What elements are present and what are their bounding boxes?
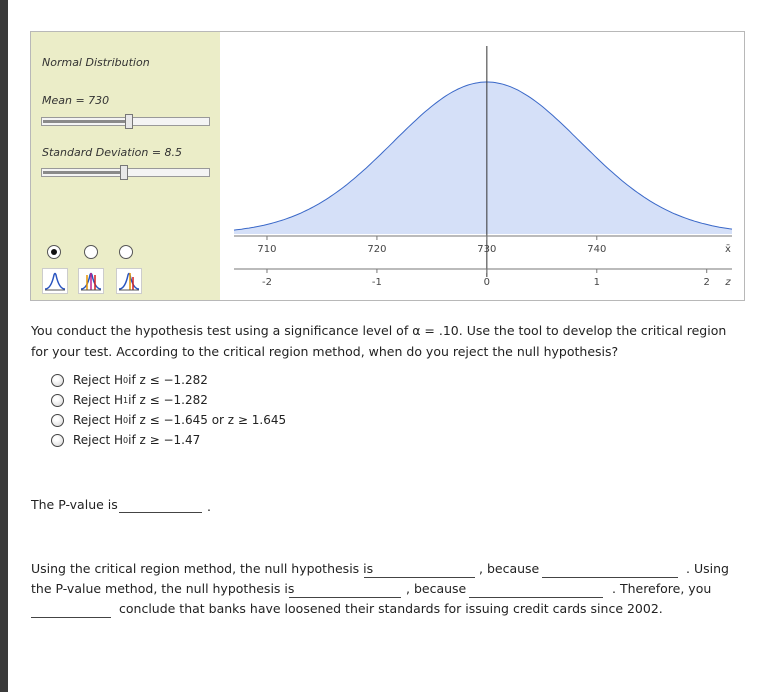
two-tail-curve-icon[interactable]	[78, 268, 104, 294]
mean-slider[interactable]	[41, 117, 210, 126]
option-text: if z ≤ −1.282	[128, 393, 208, 407]
pvalue-label: The P-value is	[31, 497, 118, 512]
z-tick-label: 2	[703, 277, 710, 288]
x-axis-symbol: x̄	[725, 244, 731, 255]
normal-distribution-tool	[30, 31, 745, 301]
question-text	[31, 320, 736, 362]
x-tick-label: 730	[477, 244, 497, 255]
tool-title: Normal Distribution	[42, 56, 150, 69]
left-edge-bar	[0, 0, 8, 692]
pvalue-suffix: .	[207, 499, 211, 514]
z-tick-label: 0	[483, 277, 491, 288]
pvalue-reason-dropdown[interactable]	[469, 597, 603, 598]
x-tick-label: 740	[587, 244, 607, 255]
mean-slider-fill	[43, 120, 130, 123]
radio-icon[interactable]	[51, 434, 64, 447]
option-sub: 0	[123, 415, 129, 425]
mode-radio-1[interactable]	[47, 245, 61, 259]
pvalue-input[interactable]	[119, 512, 202, 513]
critical-method-dropdown[interactable]	[364, 577, 475, 578]
conclusion-text: conclude that banks have loosened their standards for issuing credit cards since 2002.	[119, 601, 663, 616]
curve-area	[234, 82, 732, 234]
conclusion-text: . Using	[686, 561, 729, 576]
option-sub: 0	[123, 435, 129, 445]
option-text: Reject H	[73, 433, 124, 447]
option-sub: 1	[123, 395, 129, 405]
answer-option[interactable]	[51, 413, 286, 427]
z-tick-label: -1	[371, 277, 382, 288]
sd-slider-fill	[43, 171, 125, 174]
sd-slider[interactable]	[41, 168, 210, 177]
mode-radio-2[interactable]	[84, 245, 98, 259]
critical-region-curve-icon[interactable]	[116, 268, 142, 294]
option-text: Reject H	[73, 413, 124, 427]
one-tail-curve-icon[interactable]	[42, 268, 68, 294]
conclusion-text: Using the critical region method, the null hypothesis is	[31, 561, 374, 576]
mean-slider-thumb[interactable]	[125, 114, 133, 129]
x-tick-label: 710	[257, 244, 277, 255]
radio-icon[interactable]	[51, 374, 64, 387]
option-text: if z ≤ −1.282	[128, 373, 208, 387]
conclusion-text: , because	[479, 561, 540, 576]
answer-option[interactable]	[51, 393, 208, 407]
pvalue-method-dropdown[interactable]	[289, 597, 401, 598]
sd-slider-thumb[interactable]	[120, 165, 128, 180]
radio-icon[interactable]	[51, 414, 64, 427]
critical-reason-dropdown[interactable]	[542, 577, 678, 578]
question-part1: You conduct the hypothesis test using a significance level of	[31, 323, 413, 338]
answer-option[interactable]	[51, 433, 200, 447]
option-text: Reject H	[73, 373, 124, 387]
mean-label: Mean = 730	[42, 94, 110, 107]
mode-radio-3[interactable]	[119, 245, 133, 259]
option-text: if z ≤ −1.645 or z ≥ 1.645	[128, 413, 287, 427]
radio-icon[interactable]	[51, 394, 64, 407]
answer-option[interactable]	[51, 373, 208, 387]
control-panel	[31, 32, 220, 300]
conclusion-dropdown[interactable]	[31, 617, 111, 618]
z-tick-group	[262, 269, 731, 288]
z-axis-symbol: z	[725, 277, 731, 288]
sd-label: Standard Deviation = 8.5	[42, 146, 183, 159]
alpha-symbol: α	[412, 323, 421, 338]
normal-curve-chart	[220, 32, 744, 300]
x-tick-group	[257, 236, 731, 255]
option-text: Reject H	[73, 393, 124, 407]
z-tick-label: 1	[593, 277, 600, 288]
option-text: if z ≥ −1.47	[128, 433, 201, 447]
x-tick-label: 720	[367, 244, 387, 255]
z-tick-label: -2	[261, 277, 272, 288]
question-part2: = .10. Use the tool to develop the critical region for your test. According to the critical region method, when do you reject the null hypothesis?	[31, 323, 727, 359]
option-sub: 0	[123, 375, 129, 385]
conclusion-text: the P-value method, the null hypothesis is	[31, 581, 295, 596]
conclusion-text: . Therefore, you	[612, 581, 712, 596]
conclusion-text: , because	[406, 581, 467, 596]
